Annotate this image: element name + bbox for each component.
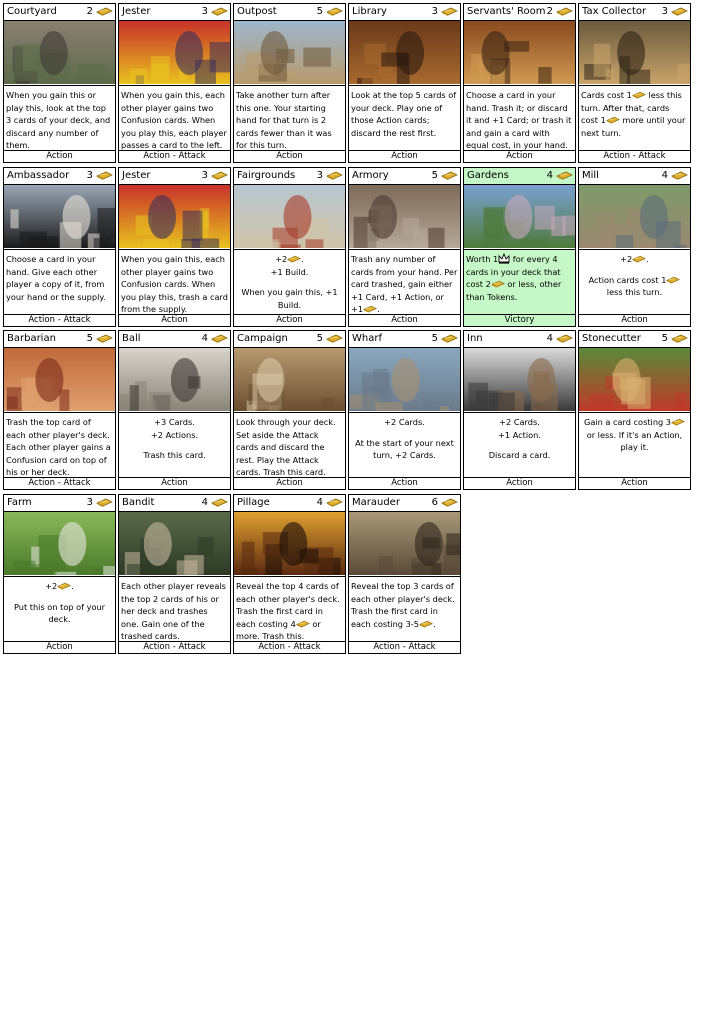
card-header	[234, 495, 345, 512]
card-name: Bandit	[122, 497, 155, 508]
jester-illustration-icon	[119, 21, 230, 84]
card-cost: 4	[201, 497, 208, 508]
card-text	[234, 85, 345, 151]
card-text	[349, 576, 460, 642]
card-art	[119, 185, 230, 248]
servants-room-illustration-icon	[464, 21, 575, 84]
card-cost: 4	[546, 333, 553, 344]
card-type: Action - Attack	[119, 641, 230, 653]
card-cost: 4	[316, 497, 323, 508]
card-art	[234, 512, 345, 575]
card-text-line: Trash any number of cards from your hand. Per card trashed, gain either +1 Card, +1 Action, or +1 .	[351, 254, 458, 315]
card-type: Action	[4, 641, 115, 653]
coin-icon	[57, 582, 71, 590]
coin-icon	[441, 7, 458, 16]
card-name: Ambassador	[7, 170, 70, 181]
card-bandit[interactable]	[118, 494, 231, 654]
card-cost: 4	[661, 170, 668, 181]
card-header	[119, 331, 230, 348]
card-art	[349, 21, 460, 84]
stonecutter-illustration-icon	[579, 348, 690, 411]
coin-icon	[326, 334, 343, 343]
card-name: Ball	[122, 333, 141, 344]
card-text-line: Put this on top of your deck.	[13, 601, 106, 625]
coin-icon	[419, 620, 433, 628]
card-name: Stonecutter	[582, 333, 641, 344]
gardens-illustration-icon	[464, 185, 575, 248]
card-header	[234, 331, 345, 348]
ball-illustration-icon	[119, 348, 230, 411]
card-cost: 6	[431, 497, 438, 508]
card-text	[464, 85, 575, 151]
card-type: Action - Attack	[119, 150, 230, 162]
card-cost: 3	[201, 6, 208, 17]
card-header	[349, 331, 460, 348]
campaign-illustration-icon	[234, 348, 345, 411]
card-name: Jester	[122, 170, 151, 181]
card-text	[234, 576, 345, 642]
card-text	[579, 412, 690, 478]
inn-illustration-icon	[464, 348, 575, 411]
pillage-illustration-icon	[234, 512, 345, 575]
card-ambassador[interactable]	[3, 167, 116, 327]
coin-icon	[296, 620, 310, 628]
card-name: Armory	[352, 170, 389, 181]
coin-icon	[441, 334, 458, 343]
coin-icon	[671, 418, 685, 426]
card-inn[interactable]	[463, 330, 576, 490]
coin-icon	[96, 171, 113, 180]
coin-icon	[441, 171, 458, 180]
card-type: Action - Attack	[4, 314, 115, 326]
card-header	[234, 168, 345, 185]
card-type: Action	[579, 477, 690, 489]
card-name: Jester	[122, 6, 151, 17]
marauder-illustration-icon	[349, 512, 460, 575]
card-name: Barbarian	[7, 333, 56, 344]
card-art	[579, 185, 690, 248]
card-name: Tax Collector	[582, 6, 647, 17]
card-type: Action	[119, 477, 230, 489]
card-text-line: +2 .	[620, 254, 649, 264]
card-text	[4, 576, 115, 642]
card-type: Action - Attack	[234, 641, 345, 653]
card-header	[4, 331, 115, 348]
card-farm[interactable]	[3, 494, 116, 654]
card-stonecutter[interactable]	[578, 330, 691, 490]
card-text	[119, 85, 230, 151]
card-text-line: Cards cost 1 less this turn. After that, cards cost 1 more until your next turn.	[581, 90, 686, 138]
card-name: Marauder	[352, 497, 400, 508]
card-armory[interactable]	[348, 167, 461, 327]
ambassador-illustration-icon	[4, 185, 115, 248]
card-art	[4, 185, 115, 248]
card-gardens[interactable]	[463, 167, 576, 327]
card-text	[349, 249, 460, 315]
card-type: Action	[234, 150, 345, 162]
victory-crown-icon	[498, 253, 510, 264]
card-text-line: +2 .	[45, 581, 74, 591]
card-art	[234, 21, 345, 84]
card-cost: 5	[316, 6, 323, 17]
card-cost: 3	[661, 6, 668, 17]
card-art	[349, 348, 460, 411]
card-ball[interactable]	[118, 330, 231, 490]
card-text-line: When you gain this, +1 Build.	[241, 287, 338, 310]
card-header	[4, 168, 115, 185]
tax-collector-illustration-icon	[579, 21, 690, 84]
card-type: Action	[464, 477, 575, 489]
card-text-line: Reveal the top 4 cards of each other player's deck. Trash the first card in each costing 4 or more. Trash this.	[236, 581, 340, 642]
armory-illustration-icon	[349, 185, 460, 248]
card-text-line: Each other player reveals the top 2 cards of his or her deck and trashes one. Gain one of the trashed cards.	[121, 581, 226, 642]
coin-icon	[287, 255, 301, 263]
card-text-line: Choose a card in your hand. Give each other player a copy of it, from your hand or the supply.	[6, 254, 106, 302]
card-text-line: When you gain this, each other player gains two Confusion cards. When you play this, each player passes a card to the left.	[121, 90, 227, 151]
card-type: Action	[119, 314, 230, 326]
card-art	[464, 348, 575, 411]
card-header	[579, 168, 690, 185]
card-art	[119, 348, 230, 411]
courtyard-illustration-icon	[4, 21, 115, 84]
coin-icon	[632, 255, 646, 263]
card-courtyard[interactable]	[3, 3, 116, 163]
card-text	[4, 249, 115, 315]
card-name: Wharf	[352, 333, 382, 344]
card-type: Action	[349, 314, 460, 326]
coin-icon	[211, 171, 228, 180]
card-name: Campaign	[237, 333, 288, 344]
card-header	[464, 331, 575, 348]
card-header	[234, 4, 345, 21]
card-type: Action	[234, 314, 345, 326]
card-cost: 3	[201, 170, 208, 181]
card-header	[119, 495, 230, 512]
card-type: Action	[349, 150, 460, 162]
coin-icon	[211, 334, 228, 343]
card-pillage[interactable]	[233, 494, 346, 654]
card-cost: 2	[546, 6, 553, 17]
card-name: Servants' Room	[467, 6, 546, 17]
card-cost: 3	[316, 170, 323, 181]
card-text-line: Take another turn after this one. Your starting hand for that turn is 2 cards fewer than it was for this turn.	[236, 90, 332, 151]
card-text	[4, 85, 115, 151]
card-art	[349, 185, 460, 248]
coin-icon	[671, 171, 688, 180]
card-text-line: Look through your deck. Set aside the Attack cards and discard the rest. Play the Attack cards. Trash this card.	[236, 417, 336, 478]
card-text-line: Look at the top 5 cards of your deck. Play one of those Action cards; discard the rest first.	[351, 90, 457, 138]
card-text-line: When you gain this or play this, look at the top 3 cards of your deck, and discard any number of them.	[6, 90, 111, 151]
card-text	[349, 412, 460, 478]
card-name: Fairgrounds	[237, 170, 296, 181]
coin-icon	[606, 116, 620, 124]
card-type: Action	[579, 314, 690, 326]
card-fairgrounds[interactable]	[233, 167, 346, 327]
card-text	[119, 249, 230, 315]
card-cost: 3	[86, 497, 93, 508]
bandit-illustration-icon	[119, 512, 230, 575]
card-text-line: +2 .	[275, 254, 304, 264]
card-type: Action - Attack	[349, 641, 460, 653]
card-art	[464, 21, 575, 84]
wharf-illustration-icon	[349, 348, 460, 411]
card-outpost[interactable]	[233, 3, 346, 163]
card-cost: 5	[661, 333, 668, 344]
card-text-line: Worth 1 for every 4 cards in your deck that cost 2 or less, other than Tokens.	[466, 254, 562, 302]
coin-icon	[211, 7, 228, 16]
card-art	[464, 185, 575, 248]
card-cost: 5	[316, 333, 323, 344]
coin-icon	[556, 171, 573, 180]
coin-icon	[211, 498, 228, 507]
card-type: Action	[234, 477, 345, 489]
jester-illustration-icon	[119, 185, 230, 248]
card-marauder[interactable]	[348, 494, 461, 654]
card-type: Action - Attack	[579, 150, 690, 162]
card-art	[4, 21, 115, 84]
mill-illustration-icon	[579, 185, 690, 248]
farm-illustration-icon	[4, 512, 115, 575]
card-text	[234, 249, 345, 315]
card-header	[464, 4, 575, 21]
card-cost: 5	[431, 333, 438, 344]
card-type: Action - Attack	[4, 477, 115, 489]
coin-icon	[491, 280, 505, 288]
card-cost: 5	[86, 333, 93, 344]
coin-icon	[556, 334, 573, 343]
card-text-line: Gain a card costing 3 or less. If it's an Action, play it.	[581, 416, 688, 454]
coin-icon	[556, 7, 573, 16]
card-barbarian[interactable]	[3, 330, 116, 490]
card-type: Action	[349, 477, 460, 489]
coin-icon	[326, 171, 343, 180]
card-text	[349, 85, 460, 151]
card-name: Gardens	[467, 170, 509, 181]
card-art	[119, 21, 230, 84]
card-art	[579, 348, 690, 411]
card-text-line: Action cards cost 1 less this turn.	[581, 274, 688, 299]
card-header	[4, 4, 115, 21]
card-header	[119, 168, 230, 185]
card-name: Inn	[467, 333, 483, 344]
card-campaign[interactable]	[233, 330, 346, 490]
card-header	[4, 495, 115, 512]
fairgrounds-illustration-icon	[234, 185, 345, 248]
card-header	[349, 4, 460, 21]
card-text	[579, 85, 690, 151]
card-header	[119, 4, 230, 21]
card-name: Courtyard	[7, 6, 57, 17]
card-text	[119, 576, 230, 642]
coin-icon	[671, 7, 688, 16]
card-text	[464, 249, 575, 315]
card-type: Action	[4, 150, 115, 162]
card-text-line: Trash this card.	[143, 450, 206, 461]
card-text-line: Choose a card in your hand. Trash it; or discard it and +1 Card; or trash it and gain a card with equal cost, in your hand.	[466, 90, 572, 151]
card-tax-collector[interactable]	[578, 3, 691, 163]
card-text	[119, 412, 230, 478]
card-name: Pillage	[237, 497, 270, 508]
card-type: Action	[464, 150, 575, 162]
outpost-illustration-icon	[234, 21, 345, 84]
card-text-line: +1 Action.	[498, 429, 541, 440]
card-text-line: +1 Build.	[270, 266, 309, 277]
card-header	[349, 495, 460, 512]
card-art	[119, 512, 230, 575]
card-mill[interactable]	[578, 167, 691, 327]
card-cost: 5	[431, 170, 438, 181]
coin-icon	[632, 91, 646, 99]
card-library[interactable]	[348, 3, 461, 163]
card-header	[464, 168, 575, 185]
card-text	[579, 249, 690, 315]
card-jester[interactable]	[118, 3, 231, 163]
card-servants-room[interactable]	[463, 3, 576, 163]
card-art	[349, 512, 460, 575]
card-header	[579, 4, 690, 21]
card-cost: 4	[201, 333, 208, 344]
card-text-line: Reveal the top 3 cards of each other player's deck. Trash the first card in each costing 3-5 .	[351, 581, 455, 629]
card-text-line: +2 Cards.	[384, 417, 425, 427]
card-text-line: +2 Actions.	[150, 429, 199, 440]
card-text-line: At the start of your next turn, +2 Cards.	[355, 437, 454, 461]
coin-icon	[326, 498, 343, 507]
card-cost: 3	[431, 6, 438, 17]
card-name: Library	[352, 6, 387, 17]
card-name: Farm	[7, 497, 32, 508]
card-cost: 2	[86, 6, 93, 17]
card-text-line: Trash the top card of each other player's deck. Each other player gains a Confusion card on top of his or her deck.	[6, 417, 111, 478]
coin-icon	[666, 276, 680, 284]
card-cost: 4	[546, 170, 553, 181]
card-header	[579, 331, 690, 348]
coin-icon	[96, 334, 113, 343]
coin-icon	[326, 7, 343, 16]
card-art	[234, 185, 345, 248]
library-illustration-icon	[349, 21, 460, 84]
card-jester[interactable]	[118, 167, 231, 327]
coin-icon	[96, 498, 113, 507]
card-text	[234, 412, 345, 478]
barbarian-illustration-icon	[4, 348, 115, 411]
card-name: Mill	[582, 170, 599, 181]
card-art	[234, 348, 345, 411]
card-cost: 3	[86, 170, 93, 181]
card-art	[4, 512, 115, 575]
coin-icon	[96, 7, 113, 16]
card-text-line: Discard a card.	[488, 450, 551, 461]
card-text	[464, 412, 575, 478]
card-text-line: +3 Cards.	[154, 417, 195, 427]
card-name: Outpost	[237, 6, 277, 17]
card-type: Victory	[464, 314, 575, 326]
card-text-line: When you gain this, each other player gains two Confusion cards. When you play this, trash a card from the supply.	[121, 254, 228, 315]
card-text	[4, 412, 115, 478]
coin-icon	[671, 334, 688, 343]
card-art	[579, 21, 690, 84]
card-art	[4, 348, 115, 411]
coin-icon	[441, 498, 458, 507]
card-text-line: +2 Cards.	[499, 417, 540, 427]
card-wharf[interactable]	[348, 330, 461, 490]
card-header	[349, 168, 460, 185]
coin-icon	[363, 305, 377, 313]
